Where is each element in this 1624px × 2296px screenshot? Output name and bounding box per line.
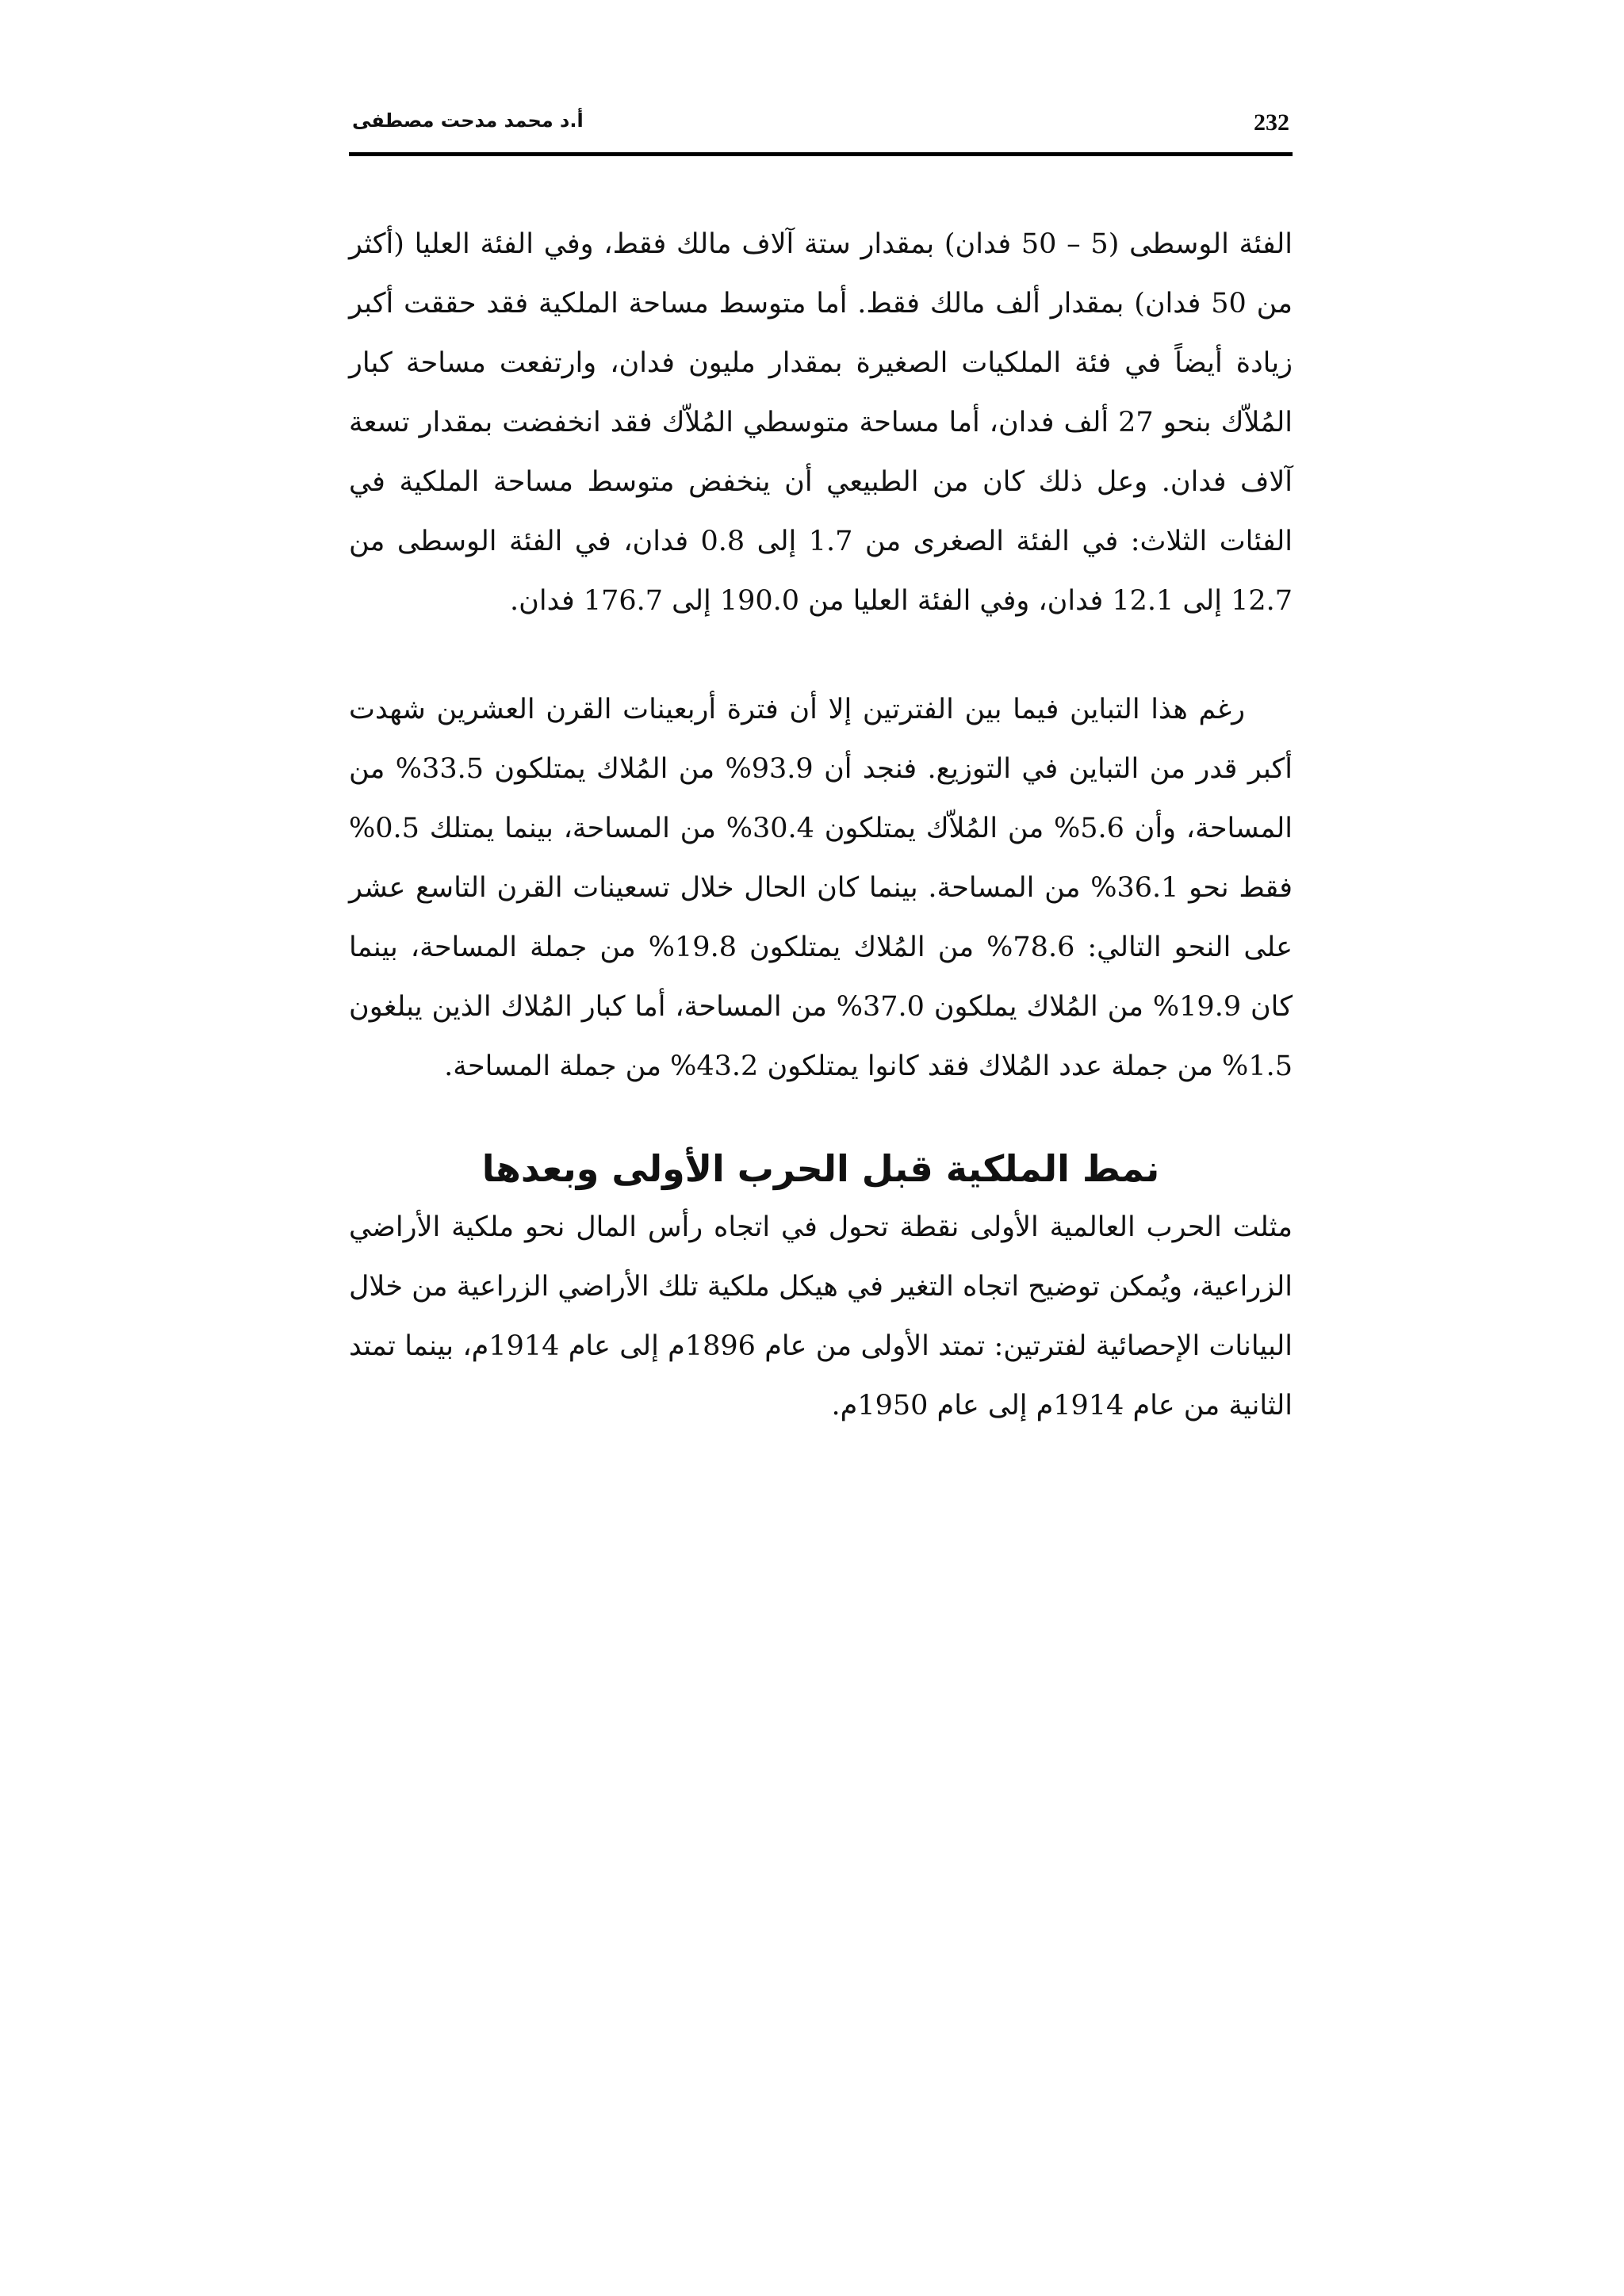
page-number: 232 — [1254, 109, 1289, 136]
section-paragraph: مثلت الحرب العالمية الأولى نقطة تحول في اتجاه رأس المال نحو ملكية الأراضي الزراعية، ويُمكن توضيح اتجاه التغير في هيكل ملكية تلك الأراضي الزراعية من خلال البيانات الإحصائية لفترتين: تمتد الأولى من عام 1896م إلى عام 1914م، بينما تمتد الثانية من عام 1914م إلى عام 1950م. — [349, 1211, 1293, 1422]
running-header — [349, 95, 1293, 156]
section-heading: نمط الملكية قبل الحرب الأولى وبعدها — [481, 1147, 1160, 1190]
author-name: أ.د محمد مدحت مصطفى — [352, 109, 584, 132]
body-paragraph-1: الفئة الوسطى (5 – 50 فدان) بمقدار ستة آلاف مالك فقط، وفي الفئة العليا (أكثر من 50 فدان) بمقدار ألف مالك فقط. أما متوسط مساحة الملكية فقد حققت أكبر زيادة أيضاً في فئة الملكيات الصغيرة بمقدار مليون فدان، وارتفعت مساحة كبار المُلاّك بنحو 27 ألف فدان، أما مساحة متوسطي المُلاّك فقد انخفضت بمقدار تسعة آلاف فدان. وعل ذلك كان من الطبيعي أن ينخفض متوسط مساحة الملكية في الفئات الثلاث: في الفئة الصغرى من 1.7 إلى 0.8 فدان، في الفئة الوسطى من 12.7 إلى 12.1 فدان، وفي الفئة العليا من 190.0 إلى 176.7 فدان. — [349, 228, 1293, 617]
document-page — [349, 95, 1293, 2236]
body-paragraph-2: رغم هذا التباين فيما بين الفترتين إلا أن فترة أربعينات القرن العشرين شهدت أكبر قدر من التباين في التوزيع. فنجد أن 93.9% من المُلاك يمتلكون 33.5% من المساحة، وأن 5.6% من المُلاّك يمتلكون 30.4% من المساحة، بينما يمتلك 0.5% فقط نحو 36.1% من المساحة. بينما كان الحال خلال تسعينات القرن التاسع عشر على النحو التالي: 78.6% من المُلاك يمتلكون 19.8% من جملة المساحة، بينما كان 19.9% من المُلاك يملكون 37.0% من المساحة، أما كبار المُلاك الذين يبلغون 1.5% من جملة عدد المُلاك فقد كانوا يمتلكون 43.2% من جملة المساحة. — [349, 694, 1293, 1082]
